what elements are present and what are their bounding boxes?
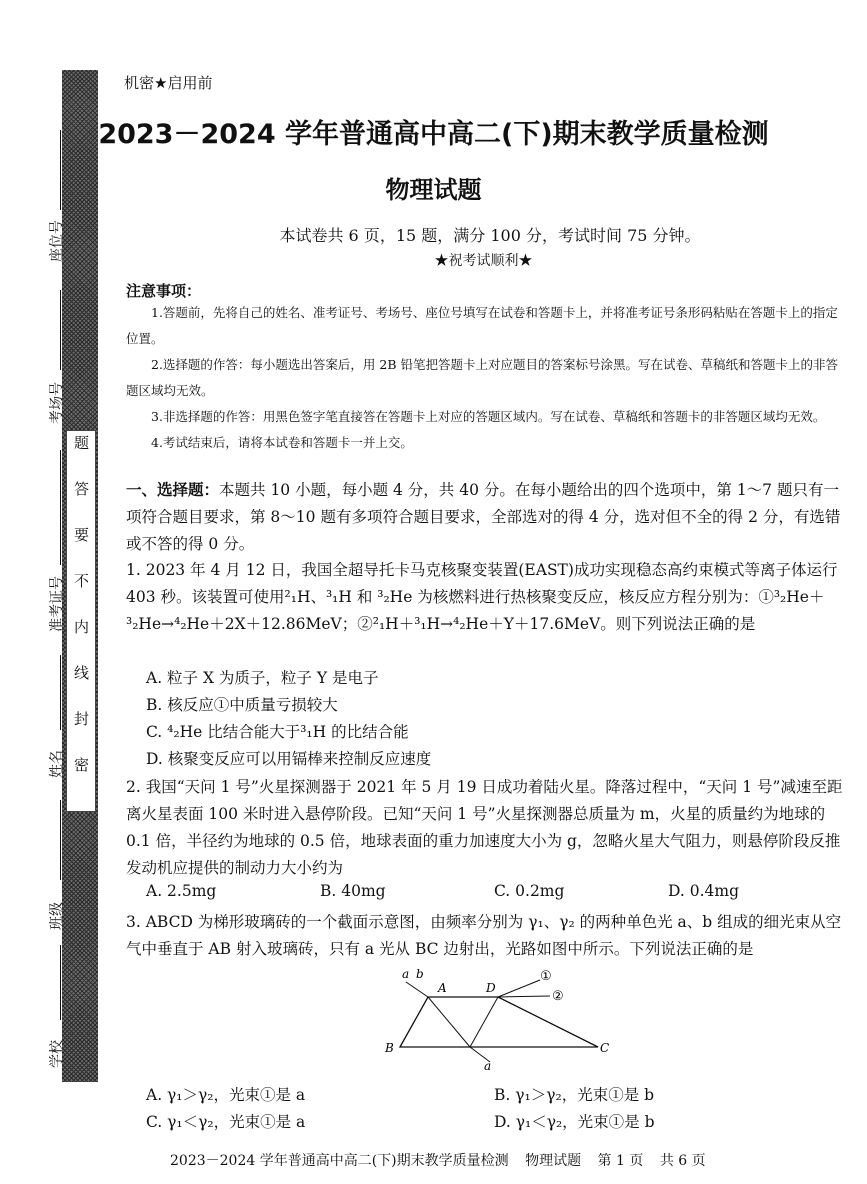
trapezoid-outline [400,997,598,1047]
label-exit-a: a [484,1059,492,1072]
q1-equation-1: ①³₂He＋³₂He→⁴₂He＋2X＋12.86MeV [126,588,825,633]
section-text: 本题共 10 小题，每小题 4 分，共 40 分。在每小题给出的四个选项中，第 1～7 题只有一项符合题目要求，第 8～10 题有多项符合题目要求，全部选对的得 4 分，选对但不全的得 2 分，有选错或不答的得 0 分。 [126,481,841,553]
section-label: 一、选择题： [126,480,220,499]
label-vertex-C: C [600,1041,610,1055]
room-number-label: 考场号 [49,382,65,424]
footer-subject: 物理试题 [525,1153,582,1169]
q1-equation-2: ②²₁H＋³₁H→⁴₂He＋Y＋17.6MeV [357,615,601,633]
notice-heading: 注意事项： [126,282,202,300]
label-a: a [402,967,410,981]
reflected-beam-2 [498,996,550,997]
good-luck-line: ★祝考试顺利★ [434,253,533,269]
q1-nuclides: ²₁H、³₁H 和 ³₂He [284,588,418,606]
q2-option-c: C. 0.2mg [494,882,565,900]
class-label: 班级 [49,902,65,930]
footer-total: 共 6 页 [659,1153,706,1169]
q3-option-b: B. γ₁＞γ₂，光束①是 b [494,1086,655,1104]
seal-char: 内 [74,618,90,636]
exam-title: 2023－2024 学年普通高中高二(下)期末教学质量检测 [98,119,769,150]
page-footer [170,1150,718,1170]
admission-number-label: 准考证号 [49,576,65,632]
label-beam-2: ② [552,989,564,1004]
section-instructions [126,476,854,558]
q1-option-a: A. 粒子 X 为质子，粒子 Y 是电子 [146,669,379,687]
reflected-beam-1 [498,980,540,997]
question-3 [126,909,854,963]
label-vertex-A: A [438,981,447,995]
q1-stem-b: 为核燃料进行热核聚变反应，核反应方程分别为： [417,588,759,606]
seal-char: 密 [74,756,90,774]
seal-char: 要 [74,526,90,544]
label-vertex-B: B [385,1041,394,1055]
question-1: 1. 2023 年 4 月 12 日，我国全超导托卡马克核聚变装置(EAST)成功实现稳态高约束模式等离子体运行 403 秒。该装置可使用²₁H、³₁H 和 ³₂He 为核燃料进行热核聚变反应，核反应方程分别为：①³₂He＋³₂He→⁴₂He＋2X＋12.86MeV；②²₁H＋³₁H→⁴₂He＋Y＋17.6MeV。则下列说法正确的是 [126,561,838,633]
seal-char: 线 [74,664,90,682]
exam-info: 本试卷共 6 页，15 题，满分 100 分，考试时间 75 分钟。 [279,226,701,245]
confidential-label: 机密★启用前 [124,74,213,92]
room-number-line [60,290,61,370]
q1-stem-c: 。则下列说法正确的是 [600,615,756,633]
seal-char: 不 [74,572,90,590]
q3-option-d: D. γ₁＜γ₂，光束①是 b [494,1113,655,1131]
inner-beam-1 [428,997,470,1047]
q3-option-a: A. γ₁＞γ₂，光束①是 a [146,1086,306,1104]
q1-stem-a: 1. 2023 年 4 月 12 日，我国全超导托卡马克核聚变装置(EAST)成功实现稳态高约束模式等离子体运行 403 秒。该装置可使用 [126,561,838,606]
class-line [60,800,61,880]
footer-exam: 2023－2024 学年普通高中高二(下)期末教学质量检测 [170,1153,509,1169]
school-label: 学校 [49,1040,65,1068]
incident-beam [406,982,428,997]
q1-option-d: D. 核聚变反应可以用镉棒来控制反应速度 [146,750,432,768]
q2-option-b: B. 40mg [320,882,386,900]
q2-option-a: A. 2.5mg [146,882,217,900]
notice-item: 2.选择题的作答：每小题选出答案后，用 2B 铅笔把答题卡上对应题目的答案标号涂黑。写在试卷、草稿纸和答题卡上的非答题区域均无效。 [126,357,839,398]
seal-char: 答 [74,480,90,498]
q3-stem: 3. ABCD 为梯形玻璃砖的一个截面示意图，由频率分别为 γ₁、γ₂ 的两种单色光 a、b 组成的细光束从空气中垂直于 AB 射入玻璃砖，只有 a 光从 BC 边射出，光路如图中所示。下列说法正确的是 [126,913,842,958]
question-2 [126,774,854,882]
label-b: b [416,967,424,981]
seal-char: 封 [74,710,90,728]
q1-option-c: C. ⁴₂He 比结合能大于³₁H 的比结合能 [146,723,409,741]
footer-page: 第 1 页 [597,1153,644,1169]
trapezoid-diagram [380,962,630,1072]
name-line [60,655,61,730]
label-vertex-D: D [486,981,496,995]
school-line [60,945,61,1020]
notice-item: 4.考试结束后，请将本试卷和答题卡一并上交。 [151,435,413,450]
seat-number-label: 座位号 [49,220,65,262]
admission-number-line [60,450,61,565]
q2-option-d: D. 0.4mg [668,882,739,900]
notice-list [126,300,848,456]
seal-char: 题 [74,434,90,452]
notice-item: 1.答题前，先将自己的姓名、准考证号、考场号、座位号填写在试卷和答题卡上，并将准考证号条形码粘贴在答题卡上的指定位置。 [126,305,838,346]
q2-stem: 2. 我国“天问 1 号”火星探测器于 2021 年 5 月 19 日成功着陆火星。降落过程中，“天问 1 号”减速至距离火星表面 100 米时进入悬停阶段。已知“天问 1 号”火星探测器总质量为 m，火星的质量约为地球的 0.1 倍，半径约为地球的 0.5 倍，地球表面的重力加速度大小为 g，忽略火星大气阻力，则悬停阶段反推发动机应提供的制动力大小约为 [126,778,843,877]
subject-title: 物理试题 [385,176,482,204]
notice-item: 3.非选择题的作答：用黑色签字笔直接答在答题卡上对应的答题区域内。写在试卷、草稿纸和答题卡的非答题区域均无效。 [151,409,826,424]
label-beam-1: ① [540,969,552,984]
inner-beam-2 [470,997,498,1047]
q1-option-b: B. 核反应①中质量亏损较大 [146,696,338,714]
q3-option-c: C. γ₁＜γ₂，光束①是 a [146,1113,306,1131]
name-label: 姓名 [49,750,65,778]
